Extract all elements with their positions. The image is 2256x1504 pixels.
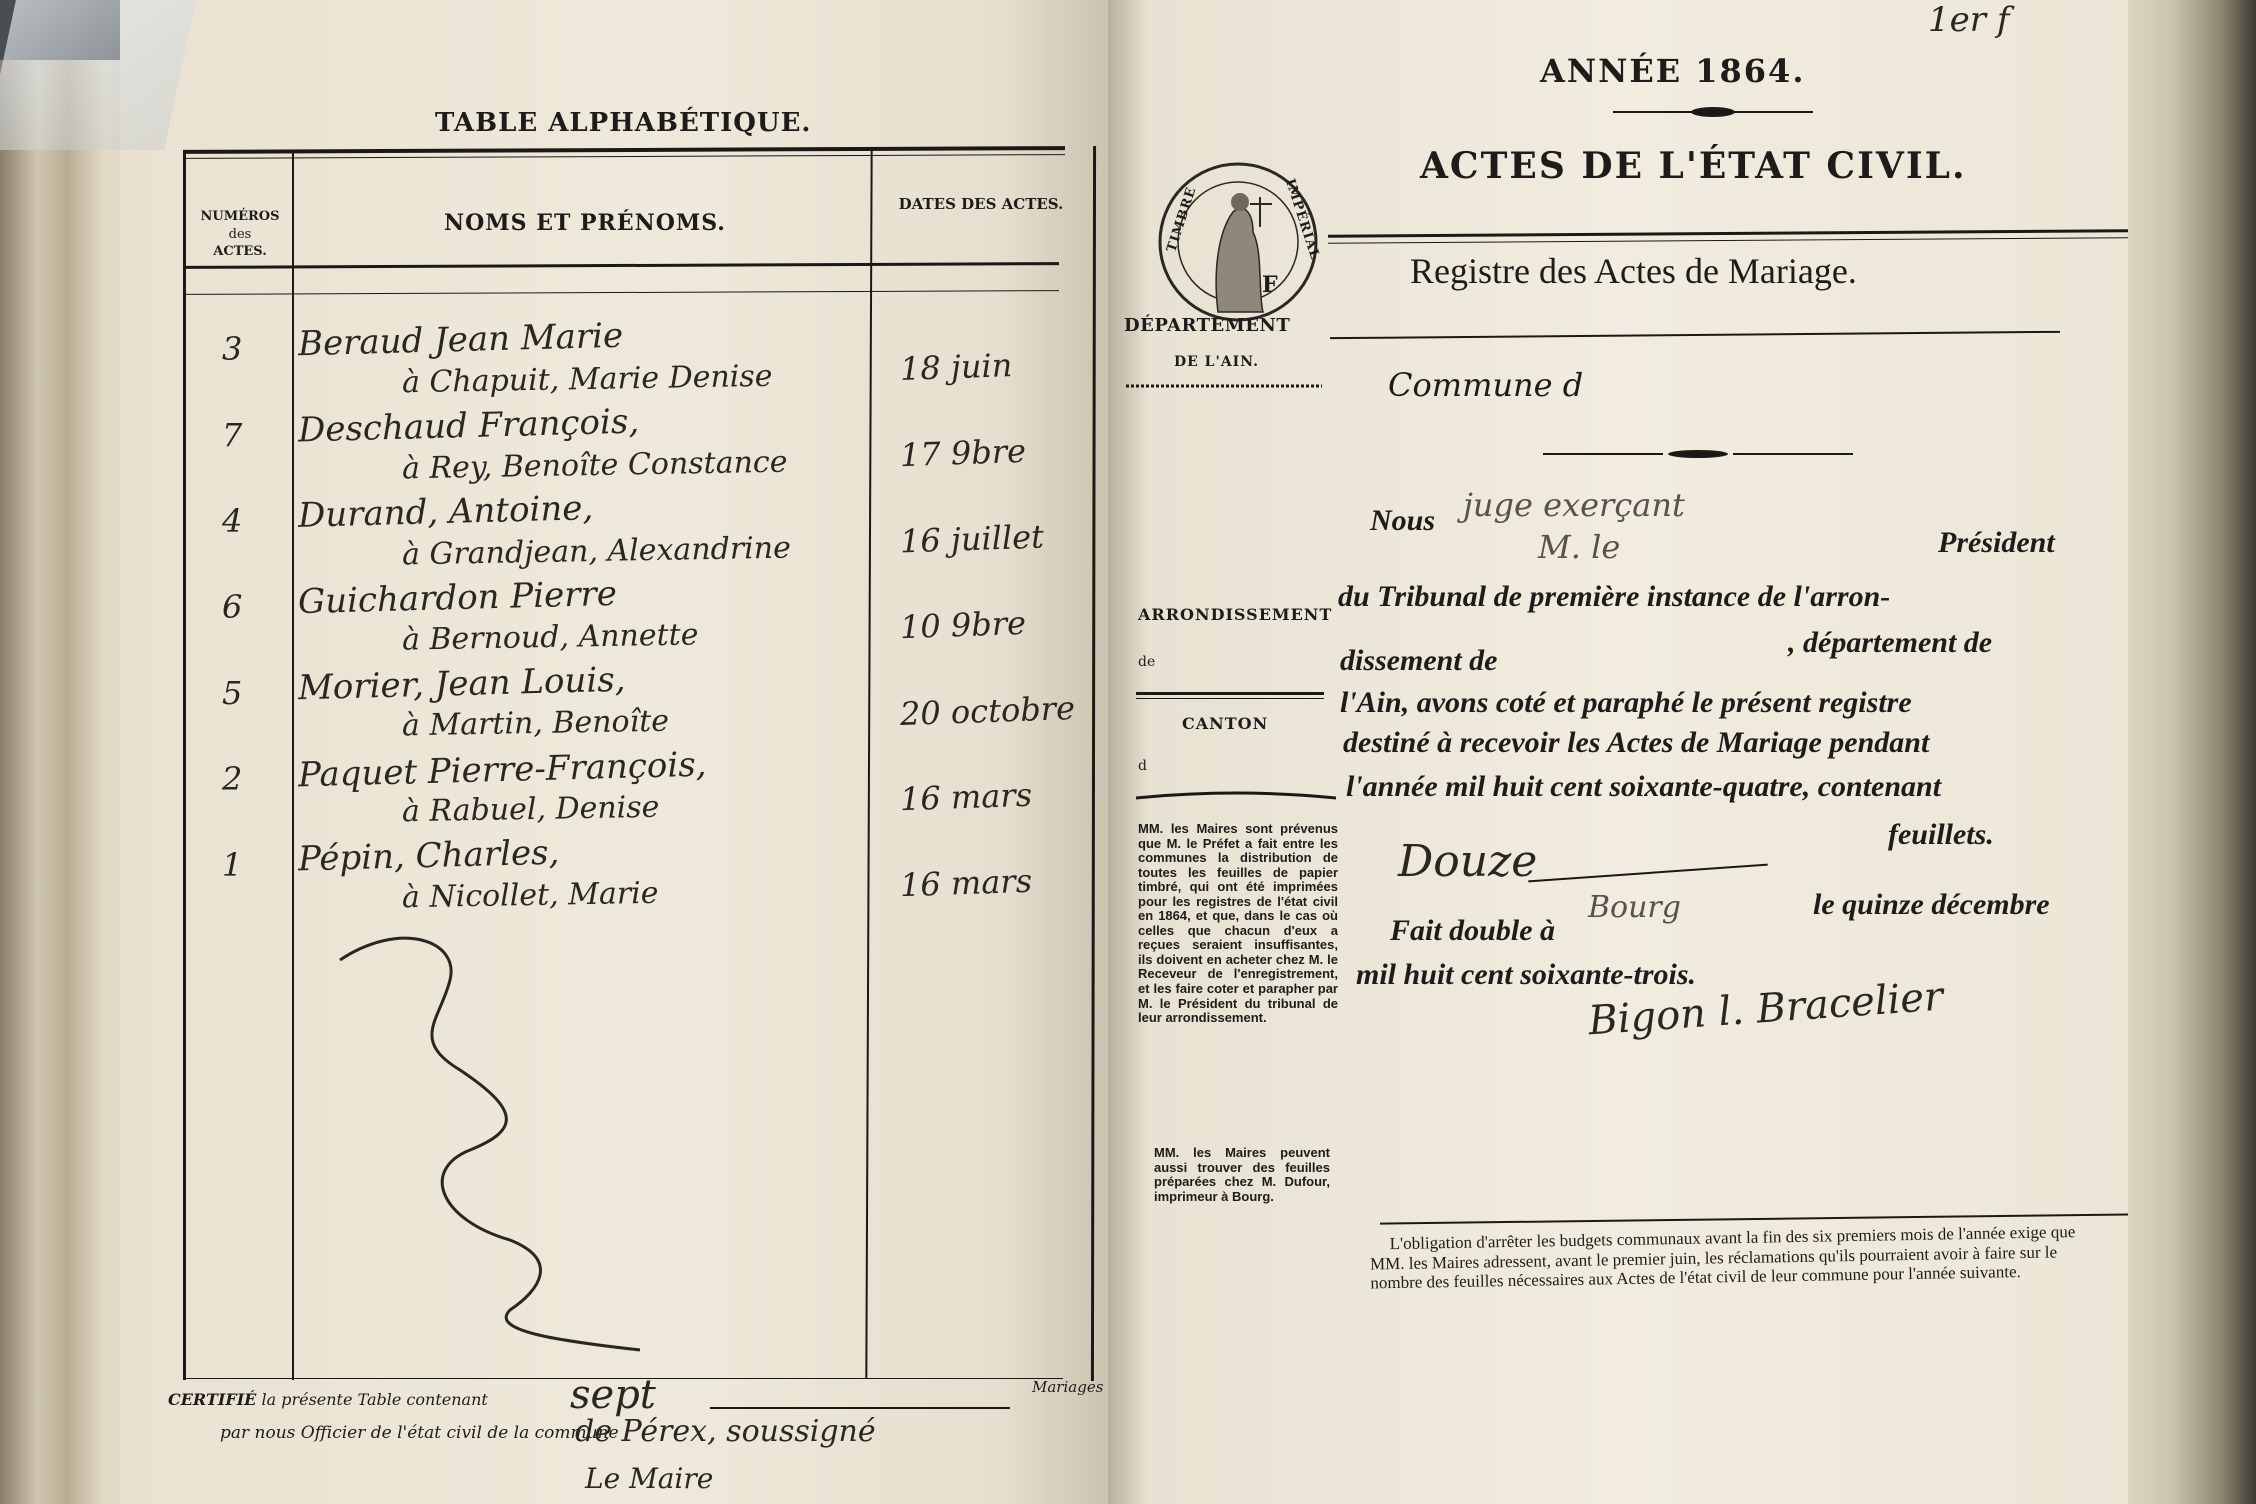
row-number: 5 [222, 674, 243, 712]
nous-label: Nous [1370, 504, 1436, 537]
row-bride: à Grandjean, Alexandrine [401, 530, 792, 573]
header-numeros: NUMÉROS des ACTES. [200, 209, 280, 260]
canton-d: d [1138, 758, 1147, 774]
row-groom: Deschaud François, [297, 401, 640, 451]
table-right-border [1091, 146, 1096, 1381]
table-top-border [183, 146, 1065, 154]
hand-monsieur: M. le [1538, 528, 1621, 566]
count-fill-line [1528, 864, 1768, 883]
row-bride: à Bernoud, Annette [401, 617, 699, 658]
side-note-maires: MM. les Maires sont prévenus que M. le Préfet a fait entre les communes la distribution de toutes les feuilles de papier timbré, qui ont été imprimées pour les registres de l'état civil en 1864, et que, dans le cas où celles que chacun d'eux a reçues seraient insuffisantes, ils doivent en acheter chez M. le Receveur de l'enregistrement, et les faire coter et parapher par M. le Président du tribunal de leur arrondissement. [1138, 821, 1338, 1026]
header-noms: NOMS ET PRÉNOMS. [444, 210, 726, 236]
row-date: 17 9bre [899, 431, 1027, 475]
body-line-2: dissement de [1340, 644, 1498, 677]
certification-count: sept [570, 1372, 656, 1418]
arrondissement-label: ARRONDISSEMENT [1138, 605, 1333, 624]
row-bride: à Nicollet, Marie [401, 875, 659, 916]
arrondissement-rule [1136, 692, 1324, 695]
certification-fill-line [710, 1407, 1010, 1409]
hand-signature: Bigon l. Bracelier [1586, 973, 1945, 1045]
table-col-divider-1 [292, 150, 294, 1380]
hand-juge: juge exerçant [1463, 486, 1685, 524]
row-groom: Pépin, Charles, [297, 832, 560, 880]
row-bride: à Rey, Benoîte Constance [401, 444, 788, 487]
arrondissement-rule-2 [1136, 698, 1324, 699]
row-groom: Paquet Pierre-François, [297, 744, 707, 796]
body-line-3: l'Ain, avons coté et paraphé le présent registre [1340, 686, 1912, 719]
body-line-2b: , département de [1788, 626, 1993, 659]
row-date: 18 juin [899, 346, 1013, 388]
commune-label: Commune d [1388, 366, 1584, 404]
row-bride: à Martin, Benoîte [401, 703, 670, 744]
closing-squiggle [310, 920, 710, 1380]
row-number: 7 [222, 416, 243, 454]
table-header-bottom-2 [183, 290, 1059, 295]
stamp-department-name: DE L'AIN. [1174, 354, 1260, 370]
stamp-ring-left: TIMBRE [1164, 184, 1200, 255]
row-bride: à Chapuit, Marie Denise [401, 358, 773, 401]
row-date: 16 juillet [899, 517, 1045, 561]
row-groom: Beraud Jean Marie [297, 315, 624, 365]
row-groom: Durand, Antoine, [297, 488, 594, 536]
canton-rule [1136, 790, 1336, 802]
body-line-5: l'année mil huit cent soixante-quatre, contenant [1346, 770, 1942, 803]
year-ornament [1613, 102, 1813, 122]
hand-place: Bourg [1588, 890, 1681, 925]
corner-mark: 1er f [1928, 0, 2010, 40]
certification-commune: de Pérex, soussigné [575, 1414, 876, 1449]
stamp-department: DÉPARTEMENT [1124, 315, 1291, 336]
side-note-dufour: MM. les Maires peuvent aussi trouver des feuilles préparées chez M. Dufour, imprimeur à Bourg. [1154, 1145, 1330, 1204]
right-page [1108, 0, 2128, 1504]
commune-ornament [1543, 446, 1853, 462]
row-date: 16 mars [899, 775, 1033, 819]
stamp-ring-right: IMPÉRIAL [1281, 177, 1323, 262]
body-line-6: feuillets. [1888, 818, 1994, 851]
table-header-bottom [183, 262, 1059, 269]
canton-label: CANTON [1182, 714, 1269, 733]
fait-double: Fait double à [1390, 914, 1556, 947]
row-date: 16 mars [899, 861, 1033, 905]
row-number: 4 [222, 502, 243, 540]
table-col-divider-2 [865, 150, 872, 1378]
body-line-1: du Tribunal de première instance de l'arron- [1338, 580, 1891, 613]
row-date: 20 octobre [899, 688, 1076, 734]
header-dates: DATES DES ACTES. [898, 195, 1064, 213]
hand-count: Douze [1398, 836, 1538, 887]
row-number: 6 [222, 588, 243, 626]
certification-line-2: par nous Officier de l'état civil de la commune [220, 1423, 619, 1443]
row-groom: Guichardon Pierre [297, 573, 618, 623]
president-label: Président [1938, 526, 2055, 559]
row-date: 10 9bre [899, 603, 1027, 647]
title-rule-2 [1328, 237, 2128, 244]
subtitle-rule [1330, 331, 2060, 339]
stamp-rule [1126, 382, 1326, 390]
row-number: 1 [222, 846, 243, 884]
plastic-clip [0, 0, 196, 150]
date-text-2: mil huit cent soixante-trois. [1356, 958, 1697, 991]
book-edge-right [2116, 0, 2256, 1504]
table-top-border-inner [183, 154, 1065, 159]
row-number: 3 [222, 330, 243, 368]
register-subtitle: Registre des Actes de Mariage. [1410, 251, 1857, 291]
row-groom: Morier, Jean Louis, [297, 659, 626, 709]
certification-signature-role: Le Maire [585, 1462, 714, 1495]
certification-line-1: CERTIFIÉ la présente Table contenant [168, 1390, 488, 1409]
table-title: TABLE ALPHABÉTIQUE. [435, 108, 812, 138]
row-bride: à Rabuel, Denise [401, 789, 660, 830]
body-line-4: destiné à recevoir les Actes de Mariage pendant [1343, 726, 1930, 759]
main-title: ACTES DE L'ÉTAT CIVIL. [1420, 145, 1967, 187]
table-left-border [183, 150, 186, 1380]
arrondissement-de: de [1138, 654, 1156, 670]
certification-mariages: Mariages [1032, 1378, 1104, 1396]
title-rule-1 [1328, 229, 2128, 238]
row-number: 2 [222, 760, 243, 798]
year-heading: ANNÉE 1864. [1540, 52, 1806, 90]
footer-note: L'obligation d'arrêter les budgets communaux avant la fin des six premiers mois de l'année exige que MM. les Maires adressent, avant le premier juin, les réclamations qu'ils pourraient avoir à faire sur le nombre des feuilles nécessaires aux Actes de l'état civil de leur commune pour l'année suivante. [1369, 1222, 2076, 1293]
left-page [120, 0, 1120, 1504]
stamp-denomination: F [1262, 272, 1279, 298]
date-text: le quinze décembre [1813, 888, 2050, 921]
